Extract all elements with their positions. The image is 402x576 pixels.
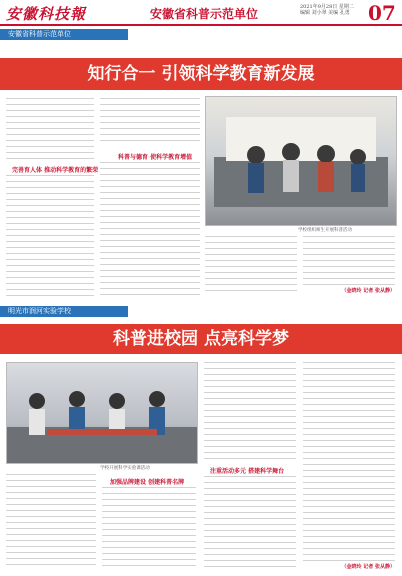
article2-col1-text bbox=[6, 474, 96, 570]
article1-photo-illustration bbox=[206, 97, 396, 225]
article1-col2-text-a bbox=[100, 98, 200, 144]
article2-col3-text-a bbox=[204, 362, 296, 462]
article1-subhead-1: 完善育人体 推动科学教育的繁荣 bbox=[12, 167, 99, 174]
article1-col2-text-b bbox=[100, 162, 200, 297]
article2-subhead-2: 注重活动多元 搭建科学舞台 bbox=[210, 468, 285, 475]
article1-photo bbox=[205, 96, 397, 226]
issue-info bbox=[300, 4, 354, 16]
article2-col4-text bbox=[303, 362, 395, 562]
article1-subhead-2: 科普与德育 使科学教育增值 bbox=[118, 154, 193, 161]
section1-headline: 知行合一 引领科学教育新发展 bbox=[0, 58, 402, 90]
article2-col2-text bbox=[102, 487, 196, 570]
article2-author: （金晓玲 记者 张从静） bbox=[341, 564, 395, 570]
section-bar-1: 安徽省科普示范单位 bbox=[0, 29, 128, 40]
article1-photo-caption: 学校组织师生开展科普活动 bbox=[298, 228, 352, 233]
article1-col4-text bbox=[303, 236, 395, 286]
article2-photo bbox=[6, 362, 198, 464]
date-line: 2021年9月28日 星期二 bbox=[300, 4, 354, 10]
section2-headline: 科普进校园 点亮科学梦 bbox=[0, 324, 402, 354]
article1-col3-text bbox=[205, 236, 297, 292]
section-bar-2: 明光市润河实验学校 bbox=[0, 306, 128, 317]
article1-col1-text-b bbox=[6, 175, 94, 297]
article2-photo-caption: 学校开展科学实验课活动 bbox=[100, 466, 150, 471]
article2-col3-text-b bbox=[204, 476, 296, 570]
page-title: 安徽省科普示范单位 bbox=[150, 7, 259, 21]
page-number: 07 bbox=[368, 1, 396, 25]
article2-subhead-1: 加强品牌建设 创建科普名牌 bbox=[110, 479, 185, 486]
editor-line: 编辑 刘小翠 美编 孔勇 bbox=[300, 10, 350, 16]
article2-photo-illustration bbox=[7, 363, 197, 463]
article1-author: （金晓玲 记者 张从静） bbox=[341, 288, 395, 294]
article1-col1-text-a bbox=[6, 98, 94, 160]
newspaper-logo: 安徽科技報 bbox=[6, 5, 87, 23]
